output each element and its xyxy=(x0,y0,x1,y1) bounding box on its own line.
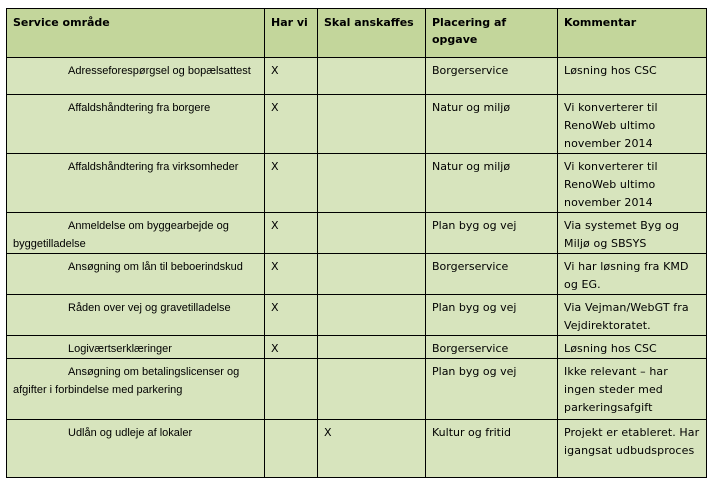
service-cell xyxy=(7,359,265,420)
placering-cell: Natur og miljø xyxy=(426,95,558,154)
service-text: Ansøgning om betalingslicenser og afgifter i forbindelse med parkering xyxy=(13,366,240,396)
kommentar-cell: Ikke relevant – har ingen steder med parkeringsafgift xyxy=(558,359,707,420)
service-cell xyxy=(7,154,265,213)
placering-cell: Natur og miljø xyxy=(426,154,558,213)
placering-cell: Kultur og fritid xyxy=(426,420,558,478)
har-vi-cell: X xyxy=(265,295,318,336)
skal-anskaffes-cell xyxy=(318,295,426,336)
service-cell xyxy=(7,213,265,254)
kommentar-cell: Vi konverterer til RenoWeb ultimo november 2014 xyxy=(558,95,707,154)
service-cell xyxy=(7,295,265,336)
skal-anskaffes-cell xyxy=(318,213,426,254)
har-vi-cell: X xyxy=(265,58,318,95)
table-row xyxy=(7,154,707,213)
har-vi-cell xyxy=(265,359,318,420)
kommentar-cell: Vi konverterer til RenoWeb ultimo november 2014 xyxy=(558,154,707,213)
service-table xyxy=(6,8,707,478)
table-row xyxy=(7,359,707,420)
service-cell xyxy=(7,58,265,95)
table-row xyxy=(7,336,707,359)
table-row xyxy=(7,58,707,95)
service-cell xyxy=(7,254,265,295)
service-text: Adresseforespørgsel og bopælsattest xyxy=(68,65,251,77)
service-text: Anmeldelse om byggearbejde og byggetilladelse xyxy=(13,220,229,250)
header-placering: Placering af opgave xyxy=(426,9,558,58)
skal-anskaffes-cell: X xyxy=(318,420,426,478)
placering-cell: Borgerservice xyxy=(426,336,558,359)
har-vi-cell xyxy=(265,420,318,478)
kommentar-cell: Vi har løsning fra KMD og EG. xyxy=(558,254,707,295)
service-text: Ansøgning om lån til beboerindskud xyxy=(68,261,243,273)
service-text: Logiværtserklæringer xyxy=(68,343,172,355)
har-vi-cell: X xyxy=(265,95,318,154)
table-row xyxy=(7,213,707,254)
header-kommentar: Kommentar xyxy=(558,9,707,58)
service-cell xyxy=(7,420,265,478)
kommentar-cell: Via Vejman/WebGT fra Vejdirektoratet. xyxy=(558,295,707,336)
service-cell xyxy=(7,336,265,359)
table-row xyxy=(7,254,707,295)
skal-anskaffes-cell xyxy=(318,58,426,95)
placering-cell: Plan byg og vej xyxy=(426,295,558,336)
skal-anskaffes-cell xyxy=(318,154,426,213)
header-skal-anskaffes: Skal anskaffes xyxy=(318,9,426,58)
header-service: Service område xyxy=(7,9,265,58)
placering-cell: Borgerservice xyxy=(426,58,558,95)
header-har-vi: Har vi xyxy=(265,9,318,58)
service-cell xyxy=(7,95,265,154)
table-row xyxy=(7,95,707,154)
table-row xyxy=(7,295,707,336)
kommentar-cell: Løsning hos CSC xyxy=(558,58,707,95)
header-row xyxy=(7,9,707,58)
skal-anskaffes-cell xyxy=(318,359,426,420)
table-row xyxy=(7,420,707,478)
kommentar-cell: Via systemet Byg og Miljø og SBSYS xyxy=(558,213,707,254)
service-text: Affaldshåndtering fra virksomheder xyxy=(68,161,239,173)
service-text: Råden over vej og gravetilladelse xyxy=(68,302,231,314)
har-vi-cell: X xyxy=(265,154,318,213)
skal-anskaffes-cell xyxy=(318,254,426,295)
kommentar-cell: Løsning hos CSC xyxy=(558,336,707,359)
har-vi-cell: X xyxy=(265,213,318,254)
placering-cell: Plan byg og vej xyxy=(426,213,558,254)
placering-cell: Borgerservice xyxy=(426,254,558,295)
placering-cell: Plan byg og vej xyxy=(426,359,558,420)
har-vi-cell: X xyxy=(265,254,318,295)
kommentar-cell: Projekt er etableret. Har igangsat udbudsproces xyxy=(558,420,707,478)
service-text: Udlån og udleje af lokaler xyxy=(68,427,193,439)
skal-anskaffes-cell xyxy=(318,95,426,154)
skal-anskaffes-cell xyxy=(318,336,426,359)
har-vi-cell: X xyxy=(265,336,318,359)
service-text: Affaldshåndtering fra borgere xyxy=(68,102,211,114)
